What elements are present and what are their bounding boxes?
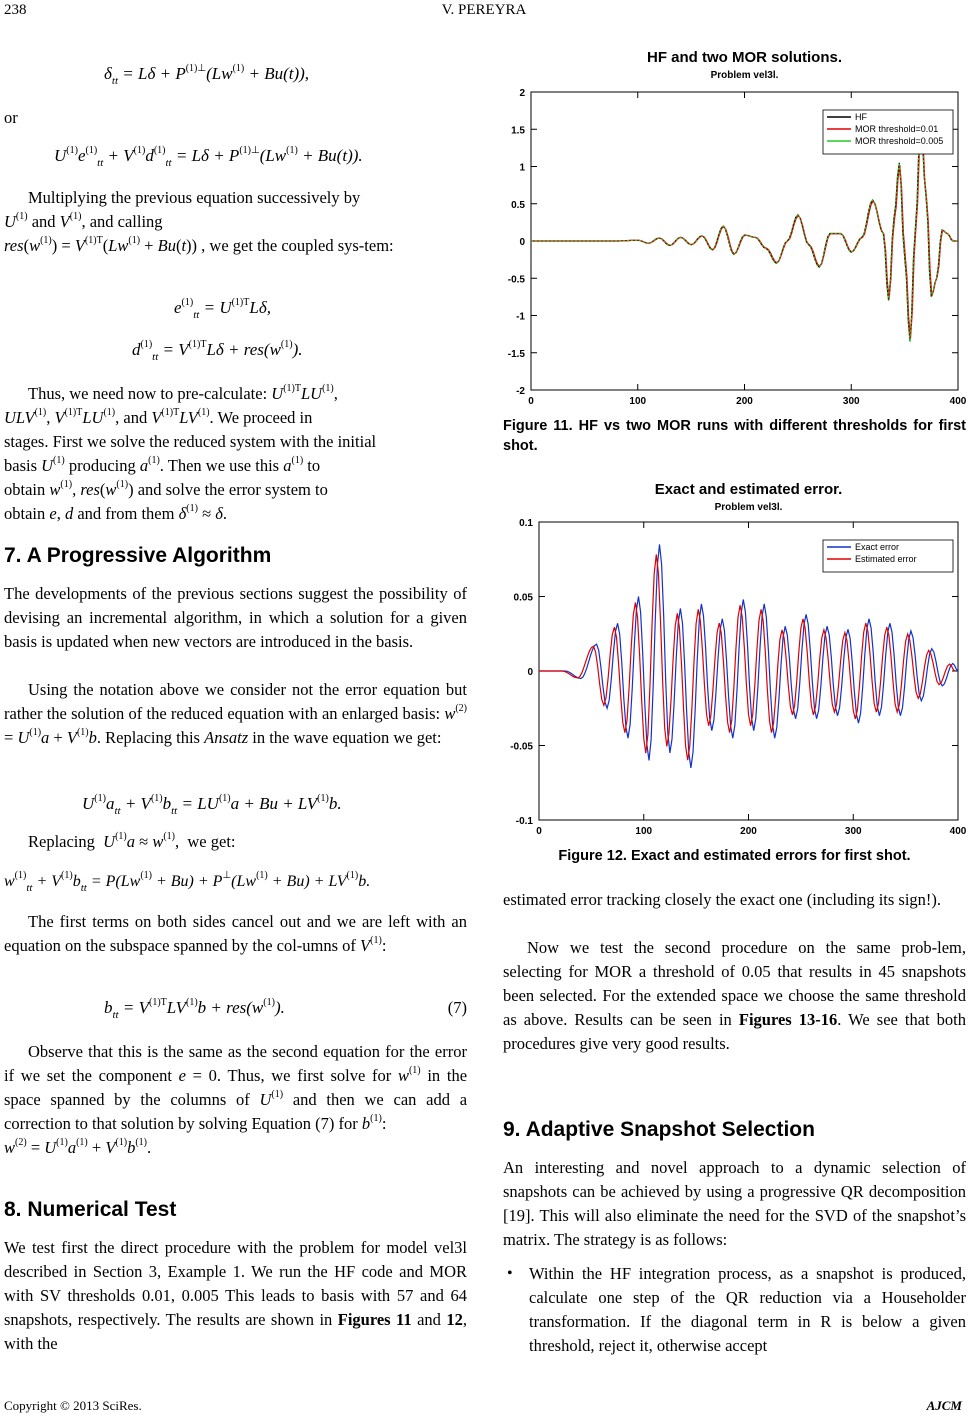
series-line-2 — [539, 555, 955, 761]
x-tick-label: 300 — [842, 396, 860, 407]
y-tick-label: 1 — [519, 162, 525, 174]
x-tick-label: 100 — [629, 396, 647, 407]
x-tick-label: 300 — [844, 826, 862, 837]
series-line-1 — [539, 544, 958, 768]
figure-11-caption: Figure 11. HF vs two MOR runs with different thresholds for first shot. — [503, 418, 966, 454]
section-8-paragraph-1: We test first the direct procedure with the problem for model vel3l described in Section 3, Example 1. We run the HF code and MOR with SV thresholds 0.01, 0.005 This leads to basis with 57 and 64 snapshots, respectively. The results are shown in Figures 11 and 12, with the — [4, 1238, 467, 1353]
journal-abbrev: AJCM — [926, 1398, 962, 1413]
y-tick-label: 1.5 — [511, 125, 525, 137]
y-tick-label: 0 — [519, 237, 525, 248]
y-tick-label: -0.5 — [507, 274, 525, 286]
chart-subtitle: Problem vel3l. — [714, 502, 783, 513]
x-tick-label: 0 — [536, 826, 542, 837]
section-7-paragraph-2: Using the notation above we consider not the error equation but rather the solution of the reduced equation with an enlarged basis: $w^{(2)} = U^{(1)}a + V^{(1)}b$. Replacing this Ansatz in the wave equation we get: — [4, 680, 467, 747]
bullet-item-1 — [503, 1262, 966, 1358]
equation-e-tt: $e^{(1)}_{tt} = U^{(1)T}L\delta$, — [174, 297, 271, 321]
chart-title: HF and two MOR solutions. — [647, 49, 842, 66]
paragraph-observe: Observe that this is the same as the second equation for the error if we set the component e = 0. Thus, we first solve for $w^{(1)}$ in the space spanned by the columns of $U^{(1)}$ and then we can add a correction to that solution by solving Equation (7) for $b^{(1)}$: $w^{(2)} = U^{(1)}a^{(1)} + V^{(1)}b^{(1)}$. — [4, 1042, 468, 1157]
section-9-title: 9. Adaptive Snapshot Selection — [503, 1118, 815, 1141]
paragraph-now-we-test: Now we test the second procedure on the same prob-lem, selecting for MOR a threshold of 0.05 that results in 45 snapshots been selected. For the extended space we choose the same threshold as above. Results can be seen in Figures 13-16. We see that both procedures give very good results. — [503, 938, 967, 1053]
x-tick-label: 400 — [949, 396, 966, 407]
legend-label: Estimated error — [855, 554, 917, 564]
y-tick-label: 0.1 — [519, 518, 533, 529]
y-tick-label: -0.1 — [515, 816, 533, 827]
y-tick-label: -1.5 — [507, 348, 525, 360]
figure-12-chart — [503, 478, 966, 838]
footer — [4, 1398, 962, 1414]
equation-replaced: $w^{(1)}_{tt} + V^{(1)}b_{tt} = P(Lw^{(1)} + Bu) + P^\perp(Lw^{(1)} + Bu) + LV^{(1)}b$. — [4, 870, 371, 894]
paragraph-first-terms: The first terms on both sides cancel out and we are left with an equation on the subspace spanned by the col-umns of $V^{(1)}$: — [4, 912, 467, 955]
x-tick-label: 400 — [949, 826, 966, 837]
figure-12-caption: Figure 12. Exact and estimated errors for first shot. — [558, 848, 911, 864]
equation-7: $b_{tt} = V^{(1)T}LV^{(1)}b + res(w^{(1)})$. — [104, 997, 285, 1021]
y-tick-label: 0 — [527, 667, 533, 678]
y-tick-label: -1 — [516, 311, 525, 323]
legend-label: MOR threshold=0.005 — [855, 136, 944, 146]
x-tick-label: 100 — [635, 826, 653, 837]
equation-coupled-1: $U^{(1)}e^{(1)}_{tt} + V^{(1)}d^{(1)}_{tt} = L\delta + P^{(1)\perp}(Lw^{(1)} + Bu(t))$. — [54, 145, 363, 169]
chart-subtitle: Problem vel3l. — [710, 70, 779, 81]
replacing-line: Replacing $U^{(1)}a \approx w^{(1)}$, we get: — [28, 831, 236, 851]
y-tick-label: 0.5 — [511, 199, 525, 211]
y-tick-label: -2 — [516, 386, 525, 397]
or-text: or — [4, 108, 18, 127]
figure-11-chart — [503, 40, 966, 410]
equation-delta-tt: $\delta_{tt} = L\delta + P^{(1)\perp}(Lw^{(1)} + Bu(t))$, — [104, 63, 310, 87]
equation-7-number: (7) — [447, 998, 467, 1017]
section-7-paragraph-1: The developments of the previous sections suggest the possibility of devising an incremental algorithm, in which a solution for a given basis is updated when new vectors are introduced in the basis. — [4, 584, 467, 651]
x-tick-label: 0 — [528, 396, 534, 407]
legend-label: HF — [855, 112, 867, 122]
legend-label: MOR threshold=0.01 — [855, 124, 939, 134]
section-7-title: 7. A Progressive Algorithm — [4, 544, 272, 567]
y-tick-label: 0.05 — [513, 592, 533, 604]
equation-d-tt: $d^{(1)}_{tt} = V^{(1)T}L\delta + res(w^{(1)})$. — [132, 339, 303, 363]
copyright: Copyright © 2013 SciRes. — [4, 1398, 142, 1413]
page-number: 238 — [4, 2, 27, 18]
bullet-item-text: Within the HF integration process, as a snapshot is produced, calculate one step of the QR reduction via a Householder transformation. If the diagonal term in R is below a given threshold, reject it, otherwise accept — [529, 1264, 966, 1355]
chart-title: Exact and estimated error. — [654, 481, 843, 498]
x-tick-label: 200 — [736, 396, 753, 407]
paragraph-multiplying: Multiplying the previous equation successively by $U^{(1)}$ and $V^{(1)}$, and calling $res(w^{(1)}) = V^{(1)T}(Lw^{(1)} + Bu(t))$ , we get the coupled sys-tem: — [4, 188, 394, 255]
paragraph-estimated: estimated error tracking closely the exact one (including its sign!). — [503, 890, 942, 909]
running-header — [0, 0, 968, 28]
y-tick-label: 2 — [519, 88, 525, 99]
paragraph-thus: Thus, we need now to pre-calculate: $U^{(1)T}LU^{(1)}$, ULV$^{(1)}$, $V^{(1)T}LU^{(1)}$, and $V^{(1)T}LV^{(1)}$. We proceed in stages. First we solve the reduced system with the initial basis $U^{(1)}$ producing $a^{(1)}$. Then we use this $a^{(1)}$ to obtain $w^{(1)}$, $res(w^{(1)})$ and solve the error system to obtain e, d and from them $\delta^{(1)} \approx \delta$. — [4, 383, 377, 523]
x-tick-label: 200 — [740, 826, 757, 837]
section-8-title: 8. Numerical Test — [4, 1198, 177, 1221]
y-tick-label: -0.05 — [510, 741, 533, 753]
bullet-icon: • — [507, 1265, 513, 1282]
equation-ansatz: $U^{(1)}a_{tt} + V^{(1)}b_{tt} = LU^{(1)}a + Bu + LV^{(1)}b$. — [82, 793, 342, 817]
section-9-paragraph-1: An interesting and novel approach to a dynamic selection of snapshots can be achieved by using a progressive QR decomposition [19]. This will also eliminate the need for the SVD of the snapshot’s matrix. The strategy is as follows: — [503, 1158, 966, 1249]
running-author: V. PEREYRA — [441, 2, 527, 18]
legend-label: Exact error — [855, 542, 900, 552]
